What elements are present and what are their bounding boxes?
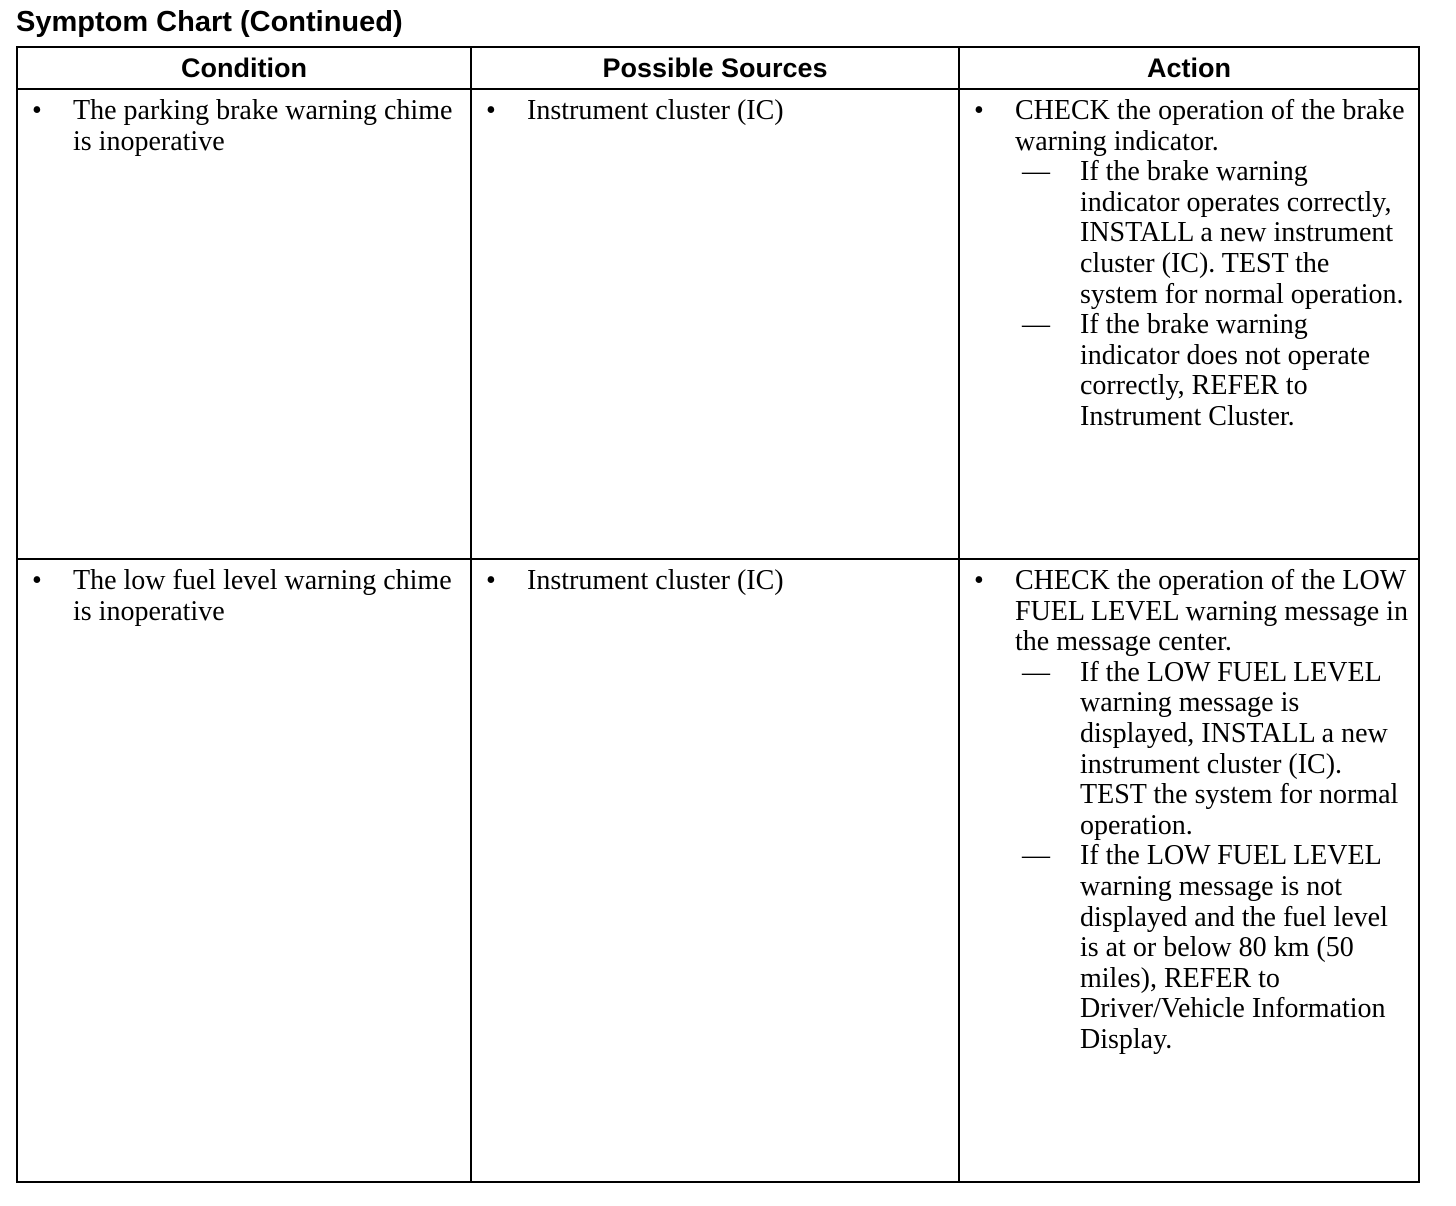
- action-sub-text: If the brake warning indicator operates correctly, INSTALL a new instrument cluster (IC). TEST the system for normal operation.: [1080, 156, 1404, 310]
- action-sub-text: If the LOW FUEL LEVEL warning message is displayed, INSTALL a new instrument cluster (IC). TEST the system for normal operation.: [1080, 656, 1399, 841]
- source-text: Instrument cluster (IC): [527, 95, 784, 126]
- table-header-row: [17, 47, 1419, 89]
- action-sub-step: [960, 157, 1408, 310]
- bullet-icon: •: [486, 95, 496, 126]
- bullet-icon: •: [32, 95, 42, 126]
- condition-cell: [17, 559, 471, 1182]
- action-main-text: CHECK the operation of the brake warning indicator.: [1015, 95, 1405, 157]
- bullet-icon: •: [974, 95, 984, 126]
- action-sub-step: [960, 658, 1408, 842]
- possible-sources-cell: [471, 559, 959, 1182]
- action-main-text: CHECK the operation of the LOW FUEL LEVEL warning message in the message center.: [1015, 565, 1408, 658]
- condition-cell: [17, 89, 471, 559]
- condition-item: [18, 96, 460, 157]
- table-row: [17, 559, 1419, 1182]
- action-cell: [959, 559, 1419, 1182]
- bullet-icon: •: [32, 565, 42, 596]
- action-sub-text: If the LOW FUEL LEVEL warning message is not displayed and the fuel level is at or below 80 km (50 miles), REFER to Driver/Vehicle Information Display.: [1080, 840, 1388, 1055]
- bullet-icon: •: [486, 565, 496, 596]
- dash-icon: —: [1022, 309, 1050, 341]
- symptom-table: [16, 46, 1420, 1183]
- action-sub-step: [960, 310, 1408, 432]
- possible-sources-cell: [471, 89, 959, 559]
- dash-icon: —: [1022, 156, 1050, 188]
- page-title: Symptom Chart (Continued): [16, 6, 403, 38]
- action-sub-step: [960, 841, 1408, 1055]
- column-header-action: Action: [959, 47, 1419, 89]
- action-cell: [959, 89, 1419, 559]
- table-row: [17, 89, 1419, 559]
- action-sub-text: If the brake warning indicator does not operate correctly, REFER to Instrument Cluster.: [1080, 309, 1371, 432]
- condition-item: [18, 566, 460, 627]
- column-header-possible-sources: Possible Sources: [471, 47, 959, 89]
- source-item: [472, 566, 948, 597]
- condition-text: The parking brake warning chime is inoperative: [73, 95, 453, 157]
- action-item: [960, 96, 1408, 433]
- dash-icon: —: [1022, 840, 1050, 872]
- bullet-icon: •: [974, 565, 984, 596]
- dash-icon: —: [1022, 656, 1050, 688]
- source-text: Instrument cluster (IC): [527, 565, 784, 596]
- action-item: [960, 566, 1408, 1056]
- source-item: [472, 96, 948, 127]
- condition-text: The low fuel level warning chime is inoperative: [73, 565, 452, 627]
- column-header-condition: Condition: [17, 47, 471, 89]
